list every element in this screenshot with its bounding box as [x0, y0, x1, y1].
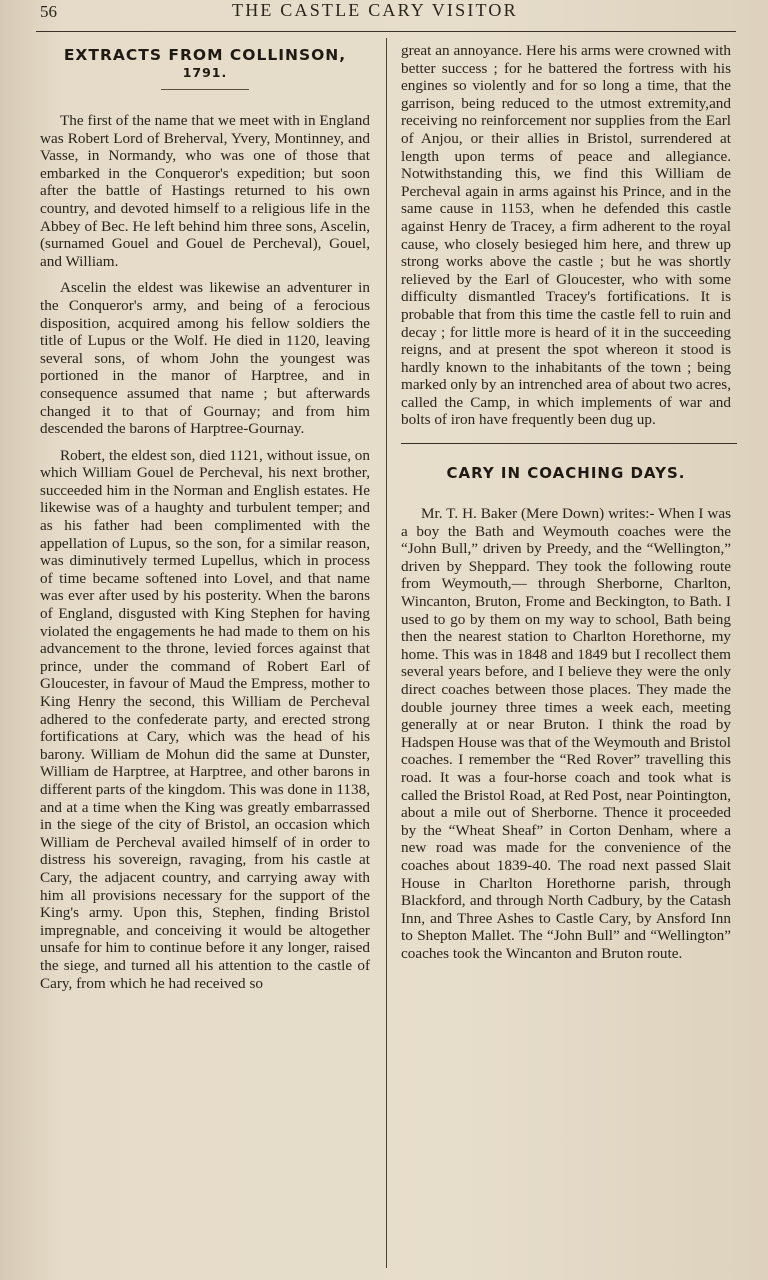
running-header: [0, 0, 768, 24]
page-number: 56: [40, 2, 57, 21]
collinson-paragraph-3: Robert, the eldest son, died 1121, without issue, on which William Gouel de Percheval, his next brother, succeeded him in the Norman and English estates. He likewise was of a haughty and turbulent temper; and as his father had been complimented with the appellation of Lupus, so the son, for a similar reason, was diminutively termed Lupellus, which in process of time became softened into Lovel, and that name was ever after used by his posterity. When the barons of England, disgusted with King Stephen for having violated the engagements he had made to them on his advancement to the throne, levied forces against that prince, under the command of Robert Earl of Gloucester, in favour of Maud the Empress, mother to King Henry the second, this William de Percheval adhered to the confederate party, and erected strong fortifications at Cary, which was the head of his barony. William de Mohun did the same at Dunster, William de Harptree, at Harptree, and other barons in different parts of the kingdom. This was done in 1138, and at a time when the King was greatly embarrassed in the siege of the city of Bristol, an occasion which William de Percheval availed himself of in order to distress his sovereign, ravaging, from his castle at Cary, the adjacent country, and carrying away with him all provisions necessary for the support of the King's army. Upon this, Stephen, finding Bristol impregnable, and conceiving it would be altogether unsafe for him to continue before it any longer, raised the siege, and turned all his attention to the castle of Cary, from which he had received so: [40, 446, 370, 992]
header-rule: [36, 31, 736, 32]
left-column: [40, 42, 370, 992]
collinson-paragraph-2: Ascelin the eldest was likewise an adventurer in the Conqueror's army, and being of a ferocious disposition, acquired among his fellow soldiers the title of Lupus or the Wolf. He died in 1120, leaving several sons, of whom John the youngest was portioned in the manor of Harptree, and in consequence assumed that name ; but afterwards changed it to that of Gournay; and from him descended the barons of Harptree-Gournay.: [40, 279, 370, 438]
right-column: [401, 42, 731, 963]
column-divider: [386, 38, 387, 1268]
title-rule: [161, 89, 249, 90]
section-rule: [401, 443, 737, 444]
coaching-paragraph: Mr. T. H. Baker (Mere Down) writes:- When I was a boy the Bath and Weymouth coaches were the “John Bull,” driven by Preedy, and the “Wellington,” driven by Sheppard. They took the following route from Weymouth,— through Sherborne, Charlton, Wincanton, Bruton, Frome and Beckington, to Bath. I used to go by them on my way to school, Bath being then the nearest station to Charlton Horethorne, my home. This was in 1848 and 1849 but I recollect them several years before, and I believe they were the only direct coaches between those places. They made the double journey three times a week each, meeting generally at or near Bruton. I think the road by Hadspen House was that of the Weymouth and Bristol coaches. I remember the “Red Rover” travelling this road. It was a four-horse coach and took what is called the Bristol Road, at Red Post, near Pointington, about a mile out of Sherborne. Thence it proceeded by the “Wheat Sheaf” in Corton Denham, where a new road was made for the convenience of the coaches about 1839-40. The road next passed Slait House in Charlton Horethorne parish, through Blackford, and through North Cadbury, by the Catash Inn, and Three Ashes to Castle Cary, by Ansford Inn to Shepton Mallet. The “John Bull” and “Wellington” coaches took the Wincanton and Bruton route.: [401, 505, 731, 962]
article-title-collinson: [40, 46, 370, 81]
article-title-coaching: CARY IN COACHING DAYS.: [446, 464, 686, 483]
journal-title: THE CASTLE CARY VISITOR: [232, 0, 518, 20]
collinson-continuation: great an annoyance. Here his arms were crowned with better success ; for he battered the fortress with his engines so violently and for so long a time, that the garrison, being reduced to the utmost extremity,and receiving no reinforcement nor supplies from the Earl of Anjou, or their allies in Bristol, surrendered at length upon terms of peace and allegiance. Notwithstanding this, we find this William de Percheval again in arms against his Prince, and in the same cause in 1153, when he defended this castle against Henry de Tracey, a firm adherent to the royal cause, who closely besieged him here, and threw up strong works above the castle ; but he was shortly relieved by the Earl of Gloucester, who with some difficulty dismantled Tracey's fortifications. It is probable that from this time the castle fell to ruin and decay ; for little more is heard of it in the succeeding reigns, and at present the spot whereon it stood is hardly known to the inhabitants of the town ; being marked only by an intrenched area of about two acres, called the Camp, in which implements of war and bolts of iron have frequently been dug up.: [401, 42, 731, 429]
article-year: 1791.: [182, 65, 228, 80]
article-title-text: EXTRACTS FROM COLLINSON,: [63, 46, 347, 64]
collinson-paragraph-1: The first of the name that we meet with in England was Robert Lord of Breherval, Yvery, Montinney, and Vasse, in Normandy, who was one of those that embarked in the Conqueror's expedition; but soon after the battle of Hastings returned to his own country, and devoted himself to a religious life in the Abbey of Bec. He left behind him three sons, Ascelin,(surnamed Gouel and Gouel de Percheval), Gouel, and William.: [40, 112, 370, 270]
